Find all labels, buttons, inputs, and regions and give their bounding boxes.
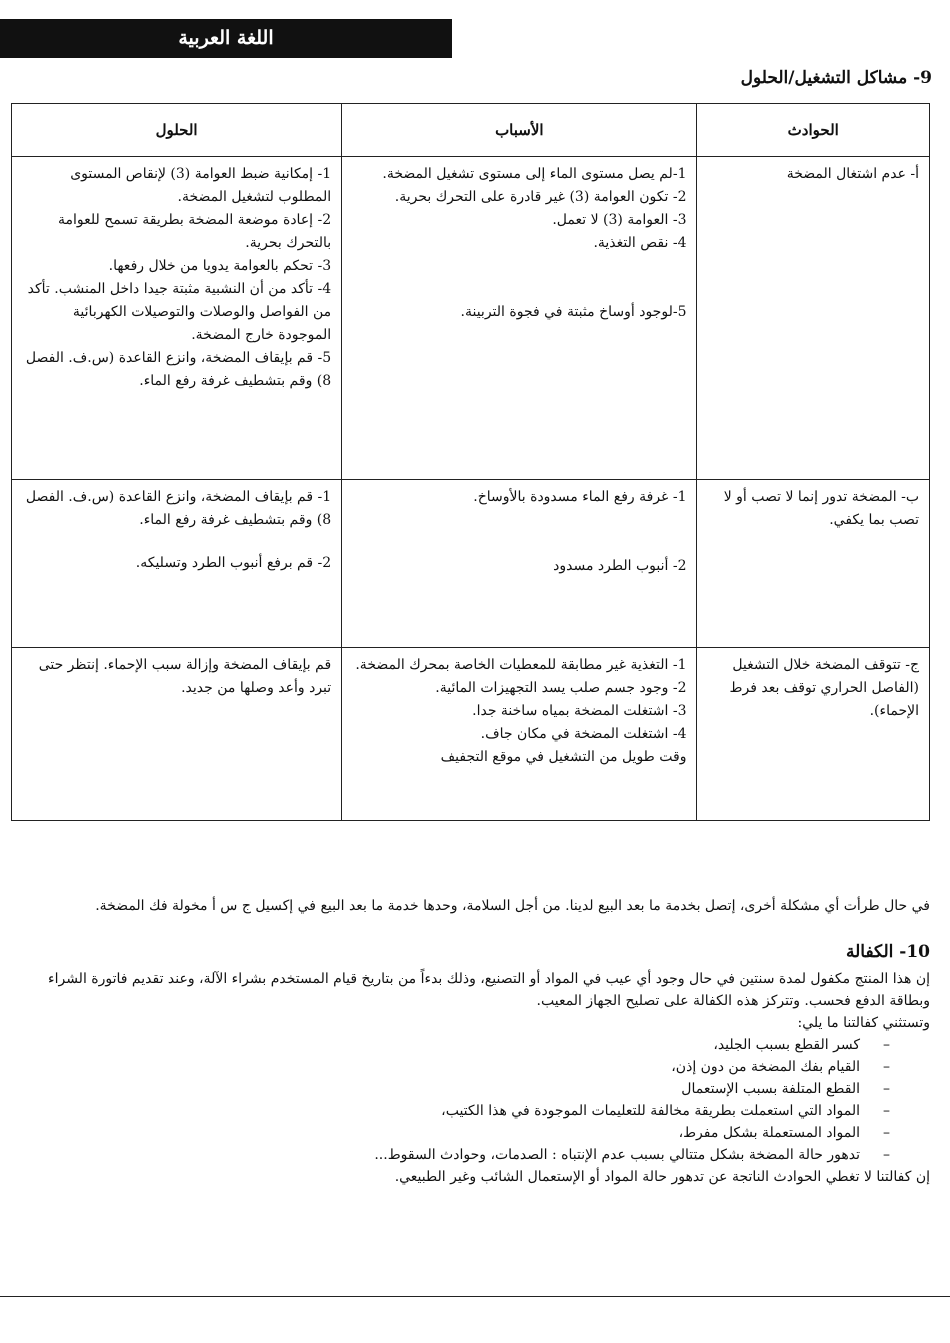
exclusions-list xyxy=(20,1034,930,1166)
cause-item: 1- التغذية غير مطابقة للمعطيات الخاصة بمحرك المضخة. xyxy=(355,657,687,673)
after-sales-note: في حال طرأت أي مشكلة أخرى، إتصل بخدمة ما بعد البيع لدينا. من أجل السلامة، وحدها خدمة ما بعد البيع في إكسيل ج س أ مخولة فك المضخة. xyxy=(95,898,930,914)
list-item xyxy=(20,1100,890,1122)
section-10-title: 10- الكفالة xyxy=(845,942,930,962)
incident-text: أ- عدم اشتغال المضخة xyxy=(786,166,919,182)
incident-cell xyxy=(697,480,930,648)
solution-item: قم بإيقاف المضخة وإزالة سبب الإحماء. إنتظر حتى تبرد وأعد وصلها من جديد. xyxy=(38,657,332,696)
cause-item: 2- تكون العوامة (3) غير قادرة على التحرك بحرية. xyxy=(394,189,687,205)
table-header-row xyxy=(12,104,930,157)
incident-text: ب- المضخة تدور إنما لا تصب أو لا تصب بما يكفي. xyxy=(723,489,919,528)
footer-divider xyxy=(0,1296,950,1297)
exclusion-text: تدهور حالة المضخة بشكل متتالي بسبب عدم الإنتباه : الصدمات، وحوادث السقوط... xyxy=(374,1147,860,1163)
cause-item: 5-لوجود أوساخ مثبتة في فجوة التربينة. xyxy=(460,304,687,320)
causes-cell xyxy=(342,480,697,648)
solutions-cell xyxy=(12,157,342,480)
cause-item: 2- وجود جسم صلب يسد التجهيزات المائية. xyxy=(435,680,687,696)
solutions-cell xyxy=(12,648,342,821)
dash-mark: – xyxy=(883,1103,890,1119)
header-incidents: الحوادث xyxy=(697,104,930,157)
section-9-title: 9- مشاكل التشغيل/الحلول xyxy=(740,68,932,88)
dash-mark: – xyxy=(883,1081,890,1097)
language-header-bar: اللغة العربية xyxy=(0,19,452,58)
exclusion-text: المواد التي استعملت بطريقة مخالفة للتعليمات الموجودة في هذا الكتيب، xyxy=(441,1103,860,1119)
dash-mark: – xyxy=(883,1059,890,1075)
warranty-closing: إن كفالتنا لا تغطي الحوادث الناتجة عن تدهور حالة المواد أو الإستعمال الشائب وغير الطبيعي. xyxy=(394,1169,930,1185)
exclusion-text: المواد المستعملة بشكل مفرط، xyxy=(678,1125,860,1141)
solution-item: 4- تأكد من أن النشبية مثبتة جيدا داخل المنشب. تأكد من الفواصل والوصلات والتوصيلات الكهربائية الموجودة خارج المضخة. xyxy=(27,281,332,343)
causes-cell xyxy=(342,648,697,821)
list-item xyxy=(20,1056,890,1078)
solution-item: 5- قم بإيقاف المضخة، وانزع القاعدة (س.ف. الفصل 8) وقم بتشطيف غرفة رفع الماء. xyxy=(25,350,332,389)
dash-mark: – xyxy=(883,1037,890,1053)
cause-item: 1-لم يصل مستوى الماء إلى مستوى تشغيل المضخة. xyxy=(382,166,687,182)
solution-item: 3- تحكم بالعوامة يدويا من خلال رفعها. xyxy=(108,258,332,274)
list-item xyxy=(20,1144,890,1166)
table-row xyxy=(12,648,930,821)
exclusion-text: القطع المتلفة بسبب الإستعمال xyxy=(681,1081,860,1097)
cause-item: 4- اشتغلت المضخة في مكان جاف. xyxy=(480,726,687,742)
cause-item: 3- العوامة (3) لا تعمل. xyxy=(552,212,687,228)
cause-item: 2- أنبوب الطرد مسدود xyxy=(553,558,687,574)
table-row xyxy=(12,480,930,648)
exclusions-intro: وتستثني كفالتنا ما يلي: xyxy=(797,1015,930,1031)
list-item xyxy=(20,1034,890,1056)
dash-mark: – xyxy=(883,1125,890,1141)
warranty-section xyxy=(20,968,930,1188)
exclusion-text: القيام بفك المضخة من دون إذن، xyxy=(671,1059,860,1075)
warranty-paragraph: إن هذا المنتج مكفول لمدة سنتين في حال وجود أي عيب في المواد أو التصنيع، وذلك بدءاً من بتاريخ قيام المستخدم بشراء الآلة، وعند تقديم فاتورة الشراء وبطاقة الدفع فحسب. وتتركز هذه الكفالة على تصليح الجهاز المعيب. xyxy=(48,971,930,1009)
exclusion-text: كسر القطع بسبب الجليد، xyxy=(713,1037,860,1053)
cause-item: 4- نقص التغذية. xyxy=(593,235,687,251)
cause-item: 3- اشتغلت المضخة بمياه ساخنة جدا. xyxy=(472,703,687,719)
causes-cell xyxy=(342,157,697,480)
incident-cell xyxy=(697,648,930,821)
solution-item: 2- إعادة موضعة المضخة بطريقة تسمح للعوامة بالتحرك بحرية. xyxy=(58,212,332,251)
solution-item: 1- قم بإيقاف المضخة، وانزع القاعدة (س.ف. الفصل 8) وقم بتشطيف غرفة رفع الماء. xyxy=(25,489,332,528)
solution-item: 2- قم برفع أنبوب الطرد وتسليكه. xyxy=(135,555,332,571)
header-causes: الأسباب xyxy=(342,104,697,157)
header-solutions: الحلول xyxy=(12,104,342,157)
list-item xyxy=(20,1122,890,1144)
table-row xyxy=(12,157,930,480)
incident-text: ج- تتوقف المضخة خلال التشغيل (الفاصل الحراري توقف بعد فرط الإحماء). xyxy=(729,657,919,719)
incident-cell xyxy=(697,157,930,480)
cause-item: 1- غرفة رفع الماء مسدودة بالأوساخ. xyxy=(473,489,687,505)
list-item xyxy=(20,1078,890,1100)
solution-item: 1- إمكانية ضبط العوامة (3) لإنقاص المستوى المطلوب لتشغيل المضخة. xyxy=(70,166,332,205)
solutions-cell xyxy=(12,480,342,648)
dash-mark: – xyxy=(883,1147,890,1163)
cause-item: وقت طويل من التشغيل في موقع التجفيف xyxy=(440,749,687,765)
troubleshooting-table xyxy=(11,103,930,821)
